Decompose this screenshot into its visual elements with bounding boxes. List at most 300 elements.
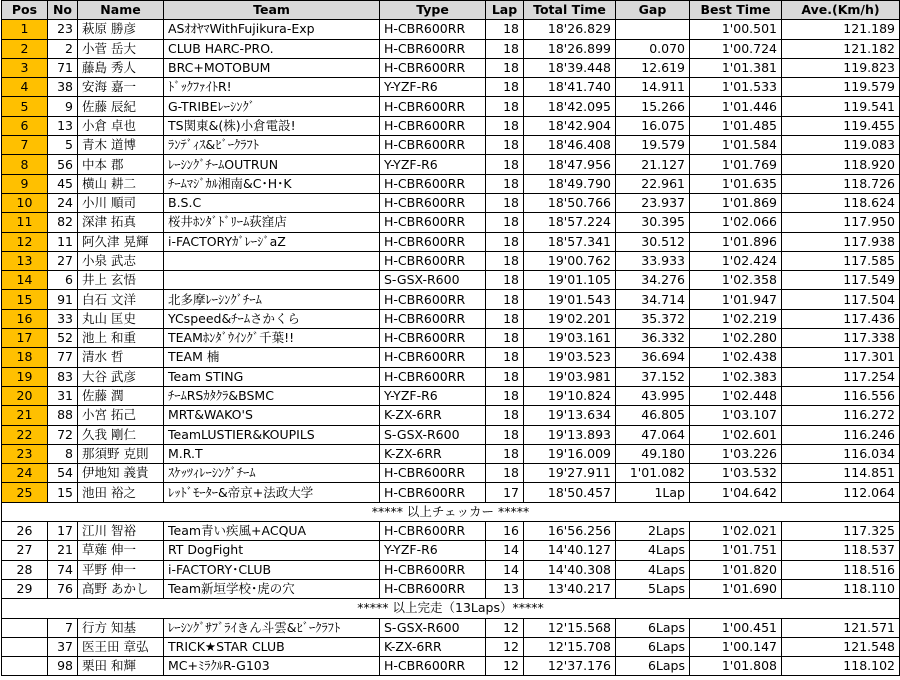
results-body bbox=[2, 20, 900, 676]
lap-cell: 18 bbox=[486, 58, 524, 77]
total-time-cell: 18'50.766 bbox=[524, 193, 616, 212]
best-time-cell: 1'01.751 bbox=[690, 541, 782, 560]
gap-cell: 34.276 bbox=[616, 271, 690, 290]
team-cell: ｽｹｯﾂｨﾚｰｼﾝｸﾞﾁｰﾑ bbox=[164, 464, 380, 483]
best-time-cell: 1'02.448 bbox=[690, 386, 782, 405]
lap-cell: 18 bbox=[486, 425, 524, 444]
average-speed-cell: 118.726 bbox=[782, 174, 900, 193]
name-cell: 井上 玄悟 bbox=[78, 271, 164, 290]
average-speed-cell: 121.548 bbox=[782, 637, 900, 656]
lap-cell: 18 bbox=[486, 78, 524, 97]
gap-cell: 36.694 bbox=[616, 348, 690, 367]
best-time-cell: 1'00.451 bbox=[690, 618, 782, 637]
type-cell: K-ZX-6RR bbox=[380, 637, 486, 656]
result-row bbox=[2, 193, 900, 212]
gap-cell: 19.579 bbox=[616, 136, 690, 155]
number-cell: 27 bbox=[48, 251, 78, 270]
number-cell: 72 bbox=[48, 425, 78, 444]
total-time-cell: 19'13.634 bbox=[524, 406, 616, 425]
name-cell: 大谷 武彦 bbox=[78, 367, 164, 386]
type-cell: S-GSX-R600 bbox=[380, 425, 486, 444]
pos-cell: 25 bbox=[2, 483, 48, 502]
name-cell: 久我 剛仁 bbox=[78, 425, 164, 444]
best-time-cell: 1'01.381 bbox=[690, 58, 782, 77]
average-speed-cell: 119.579 bbox=[782, 78, 900, 97]
pos-cell: 9 bbox=[2, 174, 48, 193]
total-time-cell: 12'37.176 bbox=[524, 657, 616, 676]
header-row bbox=[2, 1, 900, 20]
name-cell: 伊地知 義貴 bbox=[78, 464, 164, 483]
pos-cell: 23 bbox=[2, 444, 48, 463]
team-cell: Team新垣学校･虎の穴 bbox=[164, 579, 380, 598]
lap-cell: 18 bbox=[486, 97, 524, 116]
type-cell: H-CBR600RR bbox=[380, 58, 486, 77]
best-time-cell: 1'01.533 bbox=[690, 78, 782, 97]
team-cell bbox=[164, 271, 380, 290]
lap-cell: 18 bbox=[486, 444, 524, 463]
gap-cell: 6Laps bbox=[616, 618, 690, 637]
average-speed-cell: 117.325 bbox=[782, 522, 900, 541]
total-time-cell: 19'13.893 bbox=[524, 425, 616, 444]
best-time-cell: 1'01.947 bbox=[690, 290, 782, 309]
total-time-cell: 18'50.457 bbox=[524, 483, 616, 502]
best-time-cell: 1'02.438 bbox=[690, 348, 782, 367]
number-cell: 13 bbox=[48, 116, 78, 135]
name-cell: 小菅 岳大 bbox=[78, 39, 164, 58]
team-cell bbox=[164, 251, 380, 270]
result-row bbox=[2, 116, 900, 135]
result-row bbox=[2, 579, 900, 598]
number-cell: 56 bbox=[48, 155, 78, 174]
best-time-cell: 1'01.869 bbox=[690, 193, 782, 212]
type-cell: H-CBR600RR bbox=[380, 579, 486, 598]
lap-cell: 18 bbox=[486, 309, 524, 328]
col-header-no: No bbox=[48, 1, 78, 20]
total-time-cell: 19'03.981 bbox=[524, 367, 616, 386]
total-time-cell: 14'40.308 bbox=[524, 560, 616, 579]
pos-cell: 22 bbox=[2, 425, 48, 444]
number-cell: 71 bbox=[48, 58, 78, 77]
lap-cell: 14 bbox=[486, 541, 524, 560]
pos-cell: 6 bbox=[2, 116, 48, 135]
pos-cell bbox=[2, 637, 48, 656]
total-time-cell: 14'40.127 bbox=[524, 541, 616, 560]
gap-cell: 37.152 bbox=[616, 367, 690, 386]
total-time-cell: 18'42.904 bbox=[524, 116, 616, 135]
type-cell: H-CBR600RR bbox=[380, 329, 486, 348]
best-time-cell: 1'00.147 bbox=[690, 637, 782, 656]
lap-cell: 18 bbox=[486, 329, 524, 348]
lap-cell: 18 bbox=[486, 174, 524, 193]
number-cell: 98 bbox=[48, 657, 78, 676]
type-cell: H-CBR600RR bbox=[380, 309, 486, 328]
total-time-cell: 19'02.201 bbox=[524, 309, 616, 328]
pos-cell: 10 bbox=[2, 193, 48, 212]
result-row bbox=[2, 348, 900, 367]
result-row bbox=[2, 444, 900, 463]
best-time-cell: 1'03.532 bbox=[690, 464, 782, 483]
result-row bbox=[2, 271, 900, 290]
team-cell: Team青い疾風+ACQUA bbox=[164, 522, 380, 541]
average-speed-cell: 117.504 bbox=[782, 290, 900, 309]
name-cell: 阿久津 晃輝 bbox=[78, 232, 164, 251]
col-header-best-time: Best Time bbox=[690, 1, 782, 20]
name-cell: 小宮 拓己 bbox=[78, 406, 164, 425]
number-cell: 23 bbox=[48, 20, 78, 39]
total-time-cell: 18'42.095 bbox=[524, 97, 616, 116]
pos-cell: 5 bbox=[2, 97, 48, 116]
number-cell: 88 bbox=[48, 406, 78, 425]
result-row bbox=[2, 251, 900, 270]
average-speed-cell: 112.064 bbox=[782, 483, 900, 502]
team-cell: Team STING bbox=[164, 367, 380, 386]
pos-cell: 21 bbox=[2, 406, 48, 425]
number-cell: 9 bbox=[48, 97, 78, 116]
team-cell: ﾗﾝﾃﾞｨｽ&ﾋﾞｰｸﾗﾌﾄ bbox=[164, 136, 380, 155]
total-time-cell: 19'01.105 bbox=[524, 271, 616, 290]
average-speed-cell: 117.254 bbox=[782, 367, 900, 386]
name-cell: 青木 道博 bbox=[78, 136, 164, 155]
average-speed-cell: 118.624 bbox=[782, 193, 900, 212]
name-cell: 小倉 卓也 bbox=[78, 116, 164, 135]
average-speed-cell: 121.571 bbox=[782, 618, 900, 637]
name-cell: 深津 拓真 bbox=[78, 213, 164, 232]
team-cell: YCspeed&ﾁｰﾑさかくら bbox=[164, 309, 380, 328]
number-cell: 21 bbox=[48, 541, 78, 560]
number-cell: 2 bbox=[48, 39, 78, 58]
lap-cell: 18 bbox=[486, 155, 524, 174]
total-time-cell: 18'26.829 bbox=[524, 20, 616, 39]
name-cell: 佐藤 潤 bbox=[78, 386, 164, 405]
result-row bbox=[2, 657, 900, 676]
best-time-cell: 1'01.584 bbox=[690, 136, 782, 155]
number-cell: 33 bbox=[48, 309, 78, 328]
total-time-cell: 19'10.824 bbox=[524, 386, 616, 405]
best-time-cell: 1'02.021 bbox=[690, 522, 782, 541]
result-row bbox=[2, 136, 900, 155]
type-cell: H-CBR600RR bbox=[380, 232, 486, 251]
name-cell: 高野 あかし bbox=[78, 579, 164, 598]
lap-cell: 12 bbox=[486, 618, 524, 637]
best-time-cell: 1'02.358 bbox=[690, 271, 782, 290]
lap-cell: 18 bbox=[486, 213, 524, 232]
best-time-cell: 1'02.219 bbox=[690, 309, 782, 328]
team-cell: ﾚｰｼﾝｸﾞｻﾌﾞﾗｲきん斗雲&ﾋﾞｰｸﾗﾌﾄ bbox=[164, 618, 380, 637]
total-time-cell: 18'46.408 bbox=[524, 136, 616, 155]
total-time-cell: 19'16.009 bbox=[524, 444, 616, 463]
total-time-cell: 18'39.448 bbox=[524, 58, 616, 77]
gap-cell: 30.512 bbox=[616, 232, 690, 251]
col-header-lap: Lap bbox=[486, 1, 524, 20]
gap-cell: 43.995 bbox=[616, 386, 690, 405]
checker-separator: ***** 以上チェッカー ***** bbox=[2, 502, 900, 521]
team-cell: RT DogFight bbox=[164, 541, 380, 560]
result-row bbox=[2, 309, 900, 328]
team-cell: G-TRIBEﾚｰｼﾝｸﾞ bbox=[164, 97, 380, 116]
pos-cell: 11 bbox=[2, 213, 48, 232]
number-cell: 7 bbox=[48, 618, 78, 637]
pos-cell: 16 bbox=[2, 309, 48, 328]
number-cell: 91 bbox=[48, 290, 78, 309]
number-cell: 5 bbox=[48, 136, 78, 155]
lap-cell: 18 bbox=[486, 348, 524, 367]
type-cell: H-CBR600RR bbox=[380, 193, 486, 212]
type-cell: H-CBR600RR bbox=[380, 116, 486, 135]
best-time-cell: 1'02.601 bbox=[690, 425, 782, 444]
lap-cell: 18 bbox=[486, 386, 524, 405]
average-speed-cell: 121.182 bbox=[782, 39, 900, 58]
lap-cell: 18 bbox=[486, 367, 524, 386]
best-time-cell: 1'00.724 bbox=[690, 39, 782, 58]
team-cell: TRICK★STAR CLUB bbox=[164, 637, 380, 656]
gap-cell: 15.266 bbox=[616, 97, 690, 116]
lap-cell: 18 bbox=[486, 232, 524, 251]
type-cell: H-CBR600RR bbox=[380, 290, 486, 309]
number-cell: 77 bbox=[48, 348, 78, 367]
gap-cell: 33.933 bbox=[616, 251, 690, 270]
number-cell: 37 bbox=[48, 637, 78, 656]
team-cell: TeamLUSTIER&KOUPILS bbox=[164, 425, 380, 444]
number-cell: 15 bbox=[48, 483, 78, 502]
gap-cell: 14.911 bbox=[616, 78, 690, 97]
gap-cell: 23.937 bbox=[616, 193, 690, 212]
pos-cell: 13 bbox=[2, 251, 48, 270]
pos-cell bbox=[2, 657, 48, 676]
team-cell: B.S.C bbox=[164, 193, 380, 212]
type-cell: H-CBR600RR bbox=[380, 136, 486, 155]
pos-cell: 2 bbox=[2, 39, 48, 58]
gap-cell: 46.805 bbox=[616, 406, 690, 425]
lap-cell: 18 bbox=[486, 116, 524, 135]
number-cell: 74 bbox=[48, 560, 78, 579]
gap-cell: 4Laps bbox=[616, 541, 690, 560]
number-cell: 82 bbox=[48, 213, 78, 232]
average-speed-cell: 116.556 bbox=[782, 386, 900, 405]
type-cell: H-CBR600RR bbox=[380, 251, 486, 270]
result-row bbox=[2, 406, 900, 425]
pos-cell: 4 bbox=[2, 78, 48, 97]
col-header-team: Team bbox=[164, 1, 380, 20]
name-cell: 池田 裕之 bbox=[78, 483, 164, 502]
result-row bbox=[2, 483, 900, 502]
lap-cell: 16 bbox=[486, 522, 524, 541]
team-cell: CLUB HARC-PRO. bbox=[164, 39, 380, 58]
type-cell: Y-YZF-R6 bbox=[380, 541, 486, 560]
total-time-cell: 16'56.256 bbox=[524, 522, 616, 541]
result-row bbox=[2, 560, 900, 579]
team-cell: MRT&WAKO'S bbox=[164, 406, 380, 425]
average-speed-cell: 119.083 bbox=[782, 136, 900, 155]
number-cell: 45 bbox=[48, 174, 78, 193]
lap-cell: 18 bbox=[486, 251, 524, 270]
total-time-cell: 19'03.523 bbox=[524, 348, 616, 367]
number-cell: 11 bbox=[48, 232, 78, 251]
best-time-cell: 1'01.896 bbox=[690, 232, 782, 251]
average-speed-cell: 114.851 bbox=[782, 464, 900, 483]
average-speed-cell: 118.920 bbox=[782, 155, 900, 174]
team-cell: ﾁｰﾑRSｶﾀｸﾗ&BSMC bbox=[164, 386, 380, 405]
result-row bbox=[2, 78, 900, 97]
type-cell: H-CBR600RR bbox=[380, 560, 486, 579]
team-cell: ﾚｯﾄﾞﾓｰﾀｰ&帝京+法政大学 bbox=[164, 483, 380, 502]
gap-cell: 12.619 bbox=[616, 58, 690, 77]
result-row bbox=[2, 290, 900, 309]
name-cell: 池上 和重 bbox=[78, 329, 164, 348]
result-row bbox=[2, 637, 900, 656]
result-row bbox=[2, 425, 900, 444]
col-header-pos: Pos bbox=[2, 1, 48, 20]
team-cell: 桜井ﾎﾝﾀﾞﾄﾞﾘｰﾑ荻窪店 bbox=[164, 213, 380, 232]
pos-cell: 19 bbox=[2, 367, 48, 386]
gap-cell: 2Laps bbox=[616, 522, 690, 541]
pos-cell: 1 bbox=[2, 20, 48, 39]
average-speed-cell: 119.823 bbox=[782, 58, 900, 77]
pos-cell bbox=[2, 618, 48, 637]
team-cell: TEAMﾎﾝﾀﾞｳｲﾝｸﾞ千葉!! bbox=[164, 329, 380, 348]
gap-cell: 6Laps bbox=[616, 637, 690, 656]
gap-cell: 4Laps bbox=[616, 560, 690, 579]
gap-cell: 49.180 bbox=[616, 444, 690, 463]
result-row bbox=[2, 174, 900, 193]
result-row bbox=[2, 58, 900, 77]
checker-separator-row bbox=[2, 502, 900, 521]
number-cell: 31 bbox=[48, 386, 78, 405]
average-speed-cell: 118.102 bbox=[782, 657, 900, 676]
type-cell: K-ZX-6RR bbox=[380, 444, 486, 463]
type-cell: H-CBR600RR bbox=[380, 657, 486, 676]
total-time-cell: 19'27.911 bbox=[524, 464, 616, 483]
name-cell: 横山 耕二 bbox=[78, 174, 164, 193]
lap-cell: 18 bbox=[486, 20, 524, 39]
number-cell: 6 bbox=[48, 271, 78, 290]
type-cell: Y-YZF-R6 bbox=[380, 78, 486, 97]
result-row bbox=[2, 329, 900, 348]
team-cell: 北多摩ﾚｰｼﾝｸﾞﾁｰﾑ bbox=[164, 290, 380, 309]
result-row bbox=[2, 232, 900, 251]
gap-cell: 34.714 bbox=[616, 290, 690, 309]
type-cell: H-CBR600RR bbox=[380, 483, 486, 502]
name-cell: 藤島 秀人 bbox=[78, 58, 164, 77]
name-cell: 佐藤 辰紀 bbox=[78, 97, 164, 116]
type-cell: K-ZX-6RR bbox=[380, 406, 486, 425]
col-header-gap: Gap bbox=[616, 1, 690, 20]
type-cell: H-CBR600RR bbox=[380, 367, 486, 386]
lap-cell: 18 bbox=[486, 193, 524, 212]
lap-cell: 18 bbox=[486, 464, 524, 483]
result-row bbox=[2, 386, 900, 405]
best-time-cell: 1'01.690 bbox=[690, 579, 782, 598]
lap-cell: 18 bbox=[486, 406, 524, 425]
team-cell: M.R.T bbox=[164, 444, 380, 463]
total-time-cell: 19'03.161 bbox=[524, 329, 616, 348]
average-speed-cell: 118.516 bbox=[782, 560, 900, 579]
total-time-cell: 18'41.740 bbox=[524, 78, 616, 97]
gap-cell: 35.372 bbox=[616, 309, 690, 328]
gap-cell: 22.961 bbox=[616, 174, 690, 193]
average-speed-cell: 119.541 bbox=[782, 97, 900, 116]
number-cell: 24 bbox=[48, 193, 78, 212]
average-speed-cell: 118.537 bbox=[782, 541, 900, 560]
number-cell: 38 bbox=[48, 78, 78, 97]
gap-cell: 6Laps bbox=[616, 657, 690, 676]
best-time-cell: 1'03.226 bbox=[690, 444, 782, 463]
pos-cell: 26 bbox=[2, 522, 48, 541]
lap-cell: 14 bbox=[486, 560, 524, 579]
number-cell: 8 bbox=[48, 444, 78, 463]
total-time-cell: 18'26.899 bbox=[524, 39, 616, 58]
total-time-cell: 18'57.224 bbox=[524, 213, 616, 232]
gap-cell: 0.070 bbox=[616, 39, 690, 58]
results-table bbox=[1, 0, 900, 676]
pos-cell: 8 bbox=[2, 155, 48, 174]
best-time-cell: 1'02.066 bbox=[690, 213, 782, 232]
best-time-cell: 1'03.107 bbox=[690, 406, 782, 425]
pos-cell: 15 bbox=[2, 290, 48, 309]
result-row bbox=[2, 541, 900, 560]
col-header-total-time: Total Time bbox=[524, 1, 616, 20]
average-speed-cell: 121.189 bbox=[782, 20, 900, 39]
gap-cell: 30.395 bbox=[616, 213, 690, 232]
type-cell: H-CBR600RR bbox=[380, 20, 486, 39]
name-cell: 草薙 伸一 bbox=[78, 541, 164, 560]
name-cell: 小川 順司 bbox=[78, 193, 164, 212]
total-time-cell: 13'40.217 bbox=[524, 579, 616, 598]
lap-cell: 12 bbox=[486, 637, 524, 656]
average-speed-cell: 116.034 bbox=[782, 444, 900, 463]
gap-cell: 21.127 bbox=[616, 155, 690, 174]
total-time-cell: 12'15.568 bbox=[524, 618, 616, 637]
name-cell: 行方 知基 bbox=[78, 618, 164, 637]
type-cell: H-CBR600RR bbox=[380, 97, 486, 116]
number-cell: 17 bbox=[48, 522, 78, 541]
lap-cell: 12 bbox=[486, 657, 524, 676]
result-row bbox=[2, 213, 900, 232]
team-cell: ﾄﾞｯｸﾌｧｲﾄR! bbox=[164, 78, 380, 97]
lap-cell: 18 bbox=[486, 290, 524, 309]
pos-cell: 20 bbox=[2, 386, 48, 405]
lap-cell: 17 bbox=[486, 483, 524, 502]
gap-cell: 47.064 bbox=[616, 425, 690, 444]
pos-cell: 24 bbox=[2, 464, 48, 483]
finish-separator-row bbox=[2, 599, 900, 618]
type-cell: H-CBR600RR bbox=[380, 522, 486, 541]
total-time-cell: 18'47.956 bbox=[524, 155, 616, 174]
average-speed-cell: 116.246 bbox=[782, 425, 900, 444]
result-row bbox=[2, 97, 900, 116]
result-row bbox=[2, 20, 900, 39]
average-speed-cell: 117.338 bbox=[782, 329, 900, 348]
result-row bbox=[2, 618, 900, 637]
total-time-cell: 19'00.762 bbox=[524, 251, 616, 270]
name-cell: 中本 郡 bbox=[78, 155, 164, 174]
type-cell: H-CBR600RR bbox=[380, 348, 486, 367]
result-row bbox=[2, 155, 900, 174]
name-cell: 平野 伸一 bbox=[78, 560, 164, 579]
number-cell: 52 bbox=[48, 329, 78, 348]
best-time-cell: 1'01.485 bbox=[690, 116, 782, 135]
type-cell: H-CBR600RR bbox=[380, 213, 486, 232]
best-time-cell: 1'01.635 bbox=[690, 174, 782, 193]
best-time-cell: 1'01.808 bbox=[690, 657, 782, 676]
best-time-cell: 1'01.820 bbox=[690, 560, 782, 579]
pos-cell: 12 bbox=[2, 232, 48, 251]
pos-cell: 17 bbox=[2, 329, 48, 348]
pos-cell: 28 bbox=[2, 560, 48, 579]
lap-cell: 13 bbox=[486, 579, 524, 598]
average-speed-cell: 116.272 bbox=[782, 406, 900, 425]
type-cell: H-CBR600RR bbox=[380, 464, 486, 483]
name-cell: 丸山 匡史 bbox=[78, 309, 164, 328]
